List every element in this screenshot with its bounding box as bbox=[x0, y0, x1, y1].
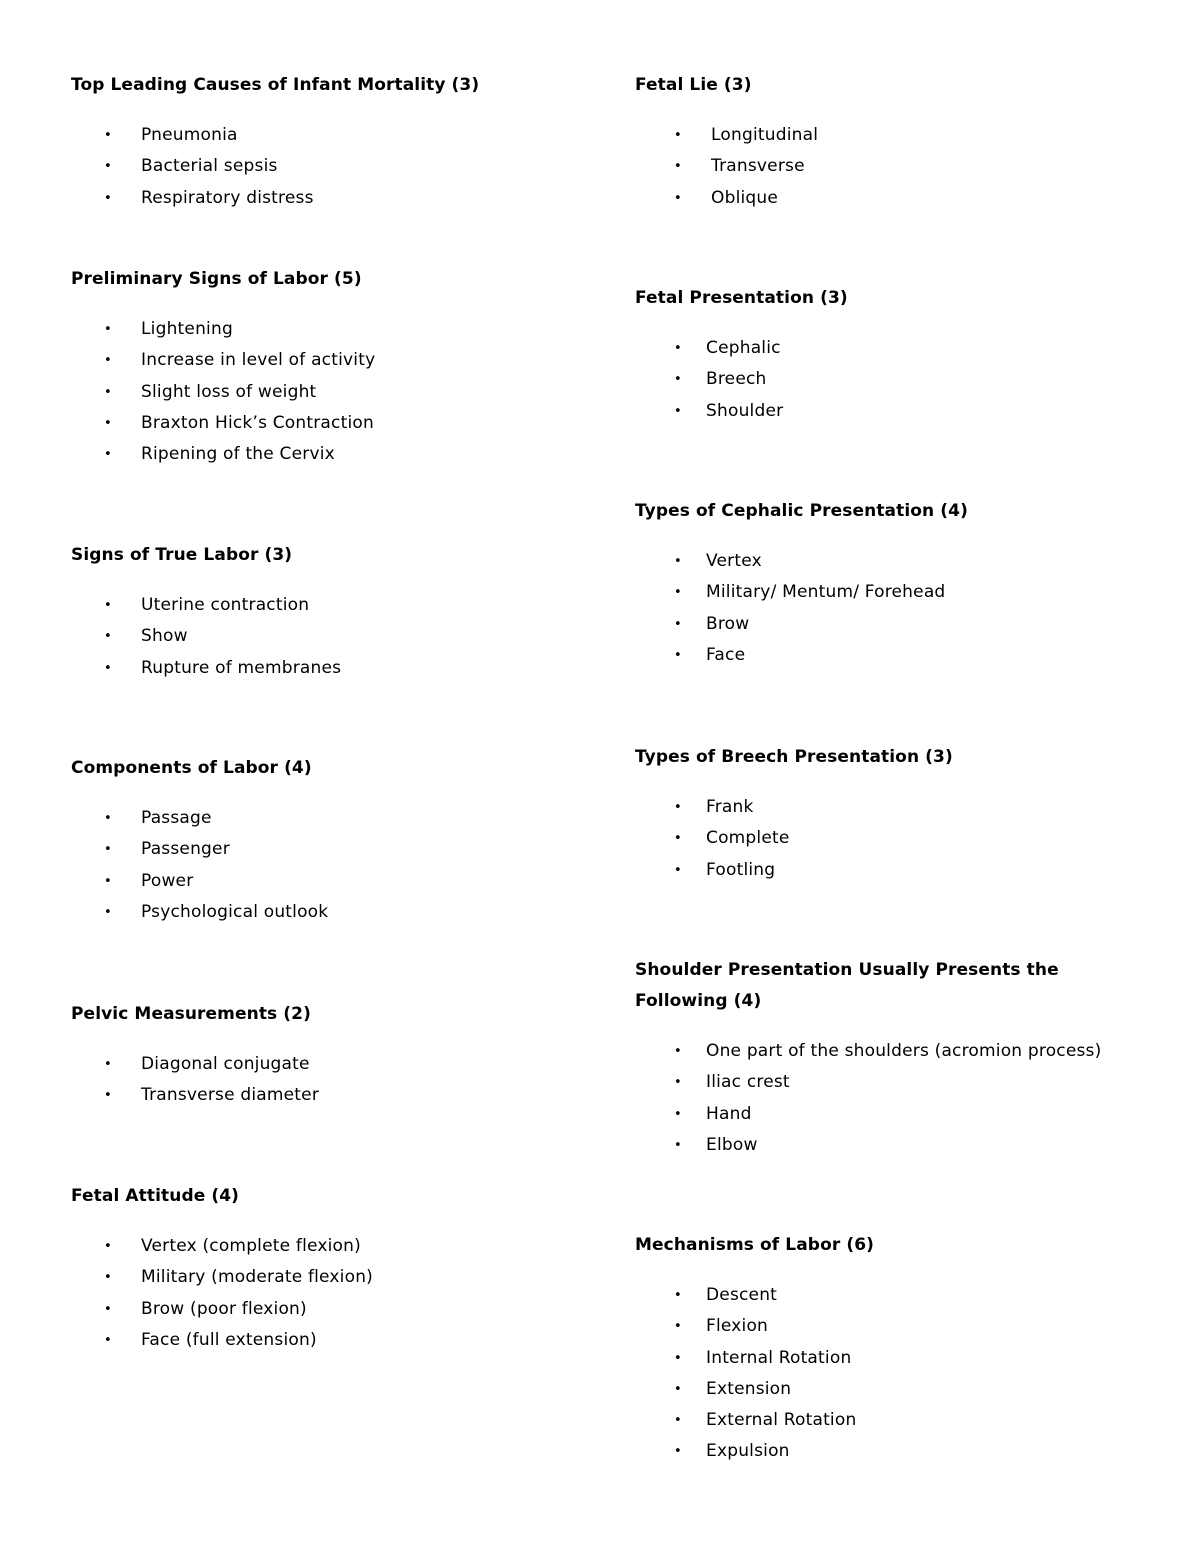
list-item bbox=[71, 834, 571, 865]
list-item bbox=[635, 1099, 1125, 1130]
list-item-text: Vertex bbox=[706, 551, 762, 571]
list-item bbox=[71, 1049, 571, 1080]
bullet-icon: • bbox=[674, 862, 682, 878]
list-item-text: Lightening bbox=[141, 319, 233, 339]
bullet-icon: • bbox=[104, 190, 112, 206]
list-item-text: Psychological outlook bbox=[141, 901, 329, 922]
list-item bbox=[71, 621, 571, 652]
list-item bbox=[635, 120, 1125, 151]
list-item bbox=[635, 1343, 1125, 1374]
bullet-icon: • bbox=[674, 1137, 682, 1153]
list-item bbox=[71, 1080, 571, 1111]
list-item-text: Uterine contraction bbox=[141, 595, 310, 615]
section-mechanisms-of-labor bbox=[635, 1230, 1125, 1468]
bullet-icon: • bbox=[674, 1413, 682, 1429]
section-breech-presentation bbox=[635, 742, 1125, 886]
bullet-icon: • bbox=[104, 1270, 112, 1286]
bullet-icon: • bbox=[104, 598, 112, 613]
list-item-text: Shoulder bbox=[706, 400, 784, 421]
bullet-list bbox=[635, 1036, 1125, 1161]
bullet-icon: • bbox=[674, 585, 682, 601]
list-item bbox=[635, 640, 1125, 671]
bullet-icon: • bbox=[104, 159, 112, 175]
list-item-text: Braxton Hick’s Contraction bbox=[141, 412, 374, 433]
list-item bbox=[635, 151, 1125, 182]
list-item bbox=[71, 439, 571, 470]
list-item bbox=[635, 1374, 1125, 1405]
list-item-text: Brow (poor flexion) bbox=[141, 1298, 307, 1319]
bullet-icon: • bbox=[104, 1088, 112, 1104]
bullet-icon: • bbox=[104, 415, 112, 431]
list-item bbox=[71, 866, 571, 897]
list-item bbox=[71, 590, 571, 621]
list-item bbox=[71, 314, 571, 345]
bullet-icon: • bbox=[104, 1239, 112, 1254]
bullet-icon: • bbox=[674, 1044, 682, 1059]
bullet-icon: • bbox=[104, 629, 112, 645]
list-item-text: Elbow bbox=[706, 1134, 758, 1155]
list-item bbox=[71, 897, 571, 928]
list-item bbox=[71, 1262, 571, 1293]
bullet-icon: • bbox=[674, 831, 682, 847]
list-item-text: Show bbox=[141, 626, 188, 647]
section-fetal-attitude bbox=[71, 1181, 571, 1356]
list-item-text: Pneumonia bbox=[141, 125, 238, 145]
list-item-text: Power bbox=[141, 870, 194, 891]
list-item bbox=[635, 792, 1125, 823]
bullet-icon: • bbox=[674, 1319, 682, 1335]
bullet-list bbox=[71, 314, 571, 470]
list-item bbox=[71, 1294, 571, 1325]
list-item-text: Vertex (complete flexion) bbox=[141, 1236, 361, 1256]
bullet-icon: • bbox=[674, 1444, 682, 1460]
bullet-icon: • bbox=[674, 1350, 682, 1366]
list-item-text: Military/ Mentum/ Forehead bbox=[706, 582, 946, 603]
list-item-text: Passenger bbox=[141, 839, 230, 860]
list-item-text: Increase in level of activity bbox=[141, 350, 376, 371]
section-heading: Types of Cephalic Presentation (4) bbox=[635, 501, 968, 521]
list-item-text: Transverse bbox=[711, 156, 805, 177]
list-item bbox=[635, 1036, 1125, 1067]
section-heading: Pelvic Measurements (2) bbox=[71, 1004, 311, 1024]
section-heading: Fetal Lie (3) bbox=[635, 75, 752, 95]
bullet-icon: • bbox=[104, 842, 112, 858]
list-item-text: Ripening of the Cervix bbox=[141, 444, 335, 465]
list-item-text: Transverse diameter bbox=[141, 1085, 320, 1106]
bullet-icon: • bbox=[674, 616, 682, 632]
list-item-text: Cephalic bbox=[706, 338, 781, 358]
bullet-list bbox=[635, 546, 1125, 671]
bullet-icon: • bbox=[674, 372, 682, 388]
list-item-text: Hand bbox=[706, 1103, 752, 1124]
list-item bbox=[635, 1311, 1125, 1342]
bullet-list bbox=[71, 1049, 571, 1112]
bullet-icon: • bbox=[674, 1381, 682, 1397]
list-item bbox=[635, 364, 1125, 395]
section-true-labor bbox=[71, 540, 571, 684]
list-item bbox=[635, 823, 1125, 854]
list-item-text: Extension bbox=[706, 1378, 792, 1399]
bullet-icon: • bbox=[674, 647, 682, 663]
list-item bbox=[635, 1405, 1125, 1436]
list-item bbox=[635, 855, 1125, 886]
list-item bbox=[71, 408, 571, 439]
list-item-text: Oblique bbox=[711, 187, 779, 208]
bullet-icon: • bbox=[674, 341, 682, 356]
section-cephalic-presentation bbox=[635, 496, 1125, 671]
section-heading: Shoulder Presentation Usually Presents the Following (4) bbox=[635, 960, 1059, 1011]
list-item-text: Breech bbox=[706, 369, 767, 390]
list-item-text: Face bbox=[706, 644, 746, 665]
bullet-icon: • bbox=[104, 1332, 112, 1348]
bullet-list bbox=[635, 792, 1125, 886]
list-item bbox=[71, 151, 571, 182]
list-item-text: Respiratory distress bbox=[141, 187, 314, 208]
list-item-text: Expulsion bbox=[706, 1441, 790, 1462]
list-item-text: Slight loss of weight bbox=[141, 381, 317, 402]
list-item-text: Brow bbox=[706, 613, 750, 634]
bullet-icon: • bbox=[104, 1301, 112, 1317]
section-heading: Signs of True Labor (3) bbox=[71, 545, 293, 565]
section-components-of-labor bbox=[71, 753, 571, 928]
section-pelvic-measurements bbox=[71, 999, 571, 1112]
bullet-icon: • bbox=[674, 159, 682, 175]
bullet-icon: • bbox=[104, 322, 112, 337]
list-item-text: Military (moderate flexion) bbox=[141, 1267, 374, 1288]
list-item-text: External Rotation bbox=[706, 1410, 857, 1431]
list-item bbox=[71, 377, 571, 408]
list-item bbox=[635, 1436, 1125, 1467]
bullet-icon: • bbox=[104, 128, 112, 143]
bullet-icon: • bbox=[674, 190, 682, 206]
list-item bbox=[635, 183, 1125, 214]
list-item bbox=[71, 345, 571, 376]
bullet-icon: • bbox=[674, 403, 682, 419]
bullet-icon: • bbox=[674, 800, 682, 815]
bullet-list bbox=[635, 333, 1125, 427]
list-item-text: Flexion bbox=[706, 1316, 769, 1337]
list-item bbox=[71, 1231, 571, 1262]
section-fetal-presentation bbox=[635, 283, 1125, 427]
list-item bbox=[71, 183, 571, 214]
bullet-icon: • bbox=[674, 1288, 682, 1303]
list-item-text: Rupture of membranes bbox=[141, 657, 342, 678]
section-preliminary-signs bbox=[71, 264, 571, 470]
bullet-icon: • bbox=[104, 384, 112, 400]
list-item-text: Longitudinal bbox=[711, 125, 819, 145]
bullet-list bbox=[71, 1231, 571, 1356]
list-item bbox=[71, 803, 571, 834]
list-item bbox=[71, 120, 571, 151]
list-item-text: Internal Rotation bbox=[706, 1347, 852, 1368]
bullet-icon: • bbox=[104, 904, 112, 920]
bullet-list bbox=[635, 1280, 1125, 1468]
bullet-icon: • bbox=[104, 1057, 112, 1072]
list-item-text: Passage bbox=[141, 808, 212, 828]
list-item-text: Frank bbox=[706, 797, 754, 817]
bullet-icon: • bbox=[104, 811, 112, 826]
section-heading: Fetal Attitude (4) bbox=[71, 1186, 240, 1206]
list-item-text: Bacterial sepsis bbox=[141, 156, 278, 177]
section-fetal-lie bbox=[635, 70, 1125, 214]
bullet-icon: • bbox=[674, 128, 682, 143]
list-item bbox=[635, 396, 1125, 427]
list-item-text: One part of the shoulders (acromion process) bbox=[706, 1041, 1102, 1061]
section-heading: Mechanisms of Labor (6) bbox=[635, 1235, 875, 1255]
section-infant-mortality bbox=[71, 70, 571, 214]
list-item bbox=[635, 1280, 1125, 1311]
bullet-list bbox=[71, 803, 571, 928]
bullet-icon: • bbox=[674, 1106, 682, 1122]
section-heading: Preliminary Signs of Labor (5) bbox=[71, 269, 362, 289]
bullet-icon: • bbox=[674, 1075, 682, 1091]
list-item-text: Iliac crest bbox=[706, 1072, 790, 1093]
list-item bbox=[635, 609, 1125, 640]
section-heading: Types of Breech Presentation (3) bbox=[635, 747, 953, 767]
list-item bbox=[635, 1130, 1125, 1161]
bullet-icon: • bbox=[104, 447, 112, 463]
section-heading: Top Leading Causes of Infant Mortality (3) bbox=[71, 75, 480, 95]
list-item-text: Descent bbox=[706, 1285, 778, 1305]
section-heading: Components of Labor (4) bbox=[71, 758, 312, 778]
bullet-icon: • bbox=[104, 873, 112, 889]
list-item-text: Complete bbox=[706, 828, 790, 849]
list-item bbox=[635, 333, 1125, 364]
bullet-icon: • bbox=[674, 554, 682, 569]
bullet-icon: • bbox=[104, 353, 112, 369]
section-shoulder-presentation bbox=[635, 955, 1125, 1161]
list-item bbox=[71, 1325, 571, 1356]
bullet-list bbox=[71, 590, 571, 684]
bullet-list bbox=[635, 120, 1125, 214]
list-item bbox=[635, 577, 1125, 608]
bullet-list bbox=[71, 120, 571, 214]
list-item-text: Face (full extension) bbox=[141, 1329, 317, 1350]
list-item bbox=[635, 1067, 1125, 1098]
section-heading: Fetal Presentation (3) bbox=[635, 288, 848, 308]
list-item bbox=[635, 546, 1125, 577]
list-item-text: Diagonal conjugate bbox=[141, 1054, 310, 1074]
list-item-text: Footling bbox=[706, 859, 776, 880]
list-item bbox=[71, 653, 571, 684]
bullet-icon: • bbox=[104, 660, 112, 676]
